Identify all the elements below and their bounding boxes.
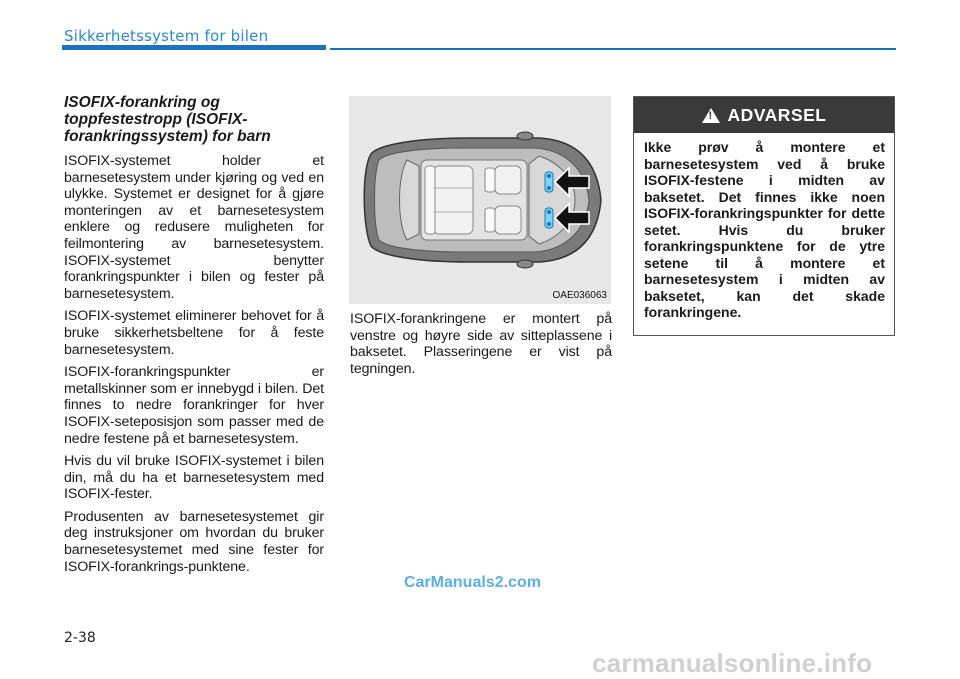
- watermark-carmanualsonline: carmanualsonline.info: [592, 648, 873, 678]
- page-number: 2-38: [64, 630, 96, 646]
- middle-column: [350, 311, 612, 383]
- header-rule-thin: [330, 48, 896, 50]
- paragraph: ISOFIX-forankringene er montert på venstre og høyre side av sitteplassene i baksetet. Plasseringene er vist på tegningen.: [350, 311, 612, 377]
- paragraph: ISOFIX-systemet eliminerer behovet for å bruke sikkerhetsbeltene for å feste barnesetesystem.: [64, 308, 324, 358]
- left-column: [64, 94, 324, 581]
- isofix-heading: ISOFIX-forankring og toppfestestropp (ISOFIX-forankringssystem) for barn: [64, 94, 271, 145]
- figure-code: OAE036063: [552, 290, 607, 301]
- warning-title: ADVARSEL: [727, 104, 827, 125]
- paragraph: ISOFIX-systemet holder et barnesetesystem under kjøring og ved en ulykke. Systemet er designet for å gjøre monteringen av et barnesetesystem enklere og redusere muligheten for feilmontering av barnesetesystem. ISOFIX-systemet benytter forankringspunkter i bilen og fester på barnesetesystem.: [64, 153, 324, 302]
- car-top-view-drawing: [349, 96, 611, 304]
- paragraph: ISOFIX-forankringspunkter er metallskinner som er innebygd i bilen. Det finnes to nedre forankringer for hver ISOFIX-seteposisjon som passer med de nedre festene på et barnesetesystem.: [64, 364, 324, 447]
- warning-text: Ikke prøv å montere et barnesetesystem ved å bruke ISOFIX-festene i midten av baksetet. Det finnes ikke noen ISOFIX-forankringspunkter for dette setet. Hvis du bruker forankringspunktene for de ytre setene til å montere et barnesetesystem i midten av baksetet, kan det skade forankringene.: [644, 139, 885, 320]
- section-title: Sikkerhetssystem for bilen: [64, 27, 269, 45]
- warning-box: [633, 96, 895, 336]
- watermark-carmanuals2[interactable]: CarManuals2.com: [404, 574, 541, 591]
- car-isofix-illustration: [349, 96, 611, 304]
- warning-triangle-icon: [702, 108, 720, 123]
- paragraph: Hvis du vil bruke ISOFIX-systemet i bilen din, må du ha et barnesetesystem med ISOFIX-fester.: [64, 453, 324, 503]
- header-rule-thick: [62, 45, 326, 50]
- warning-header: [634, 97, 894, 133]
- paragraph: Produsenten av barnesetesystemet gir deg instruksjoner om hvordan du bruker barnesetesystemet med sine fester for ISOFIX-forankrings-punktene.: [64, 508, 324, 575]
